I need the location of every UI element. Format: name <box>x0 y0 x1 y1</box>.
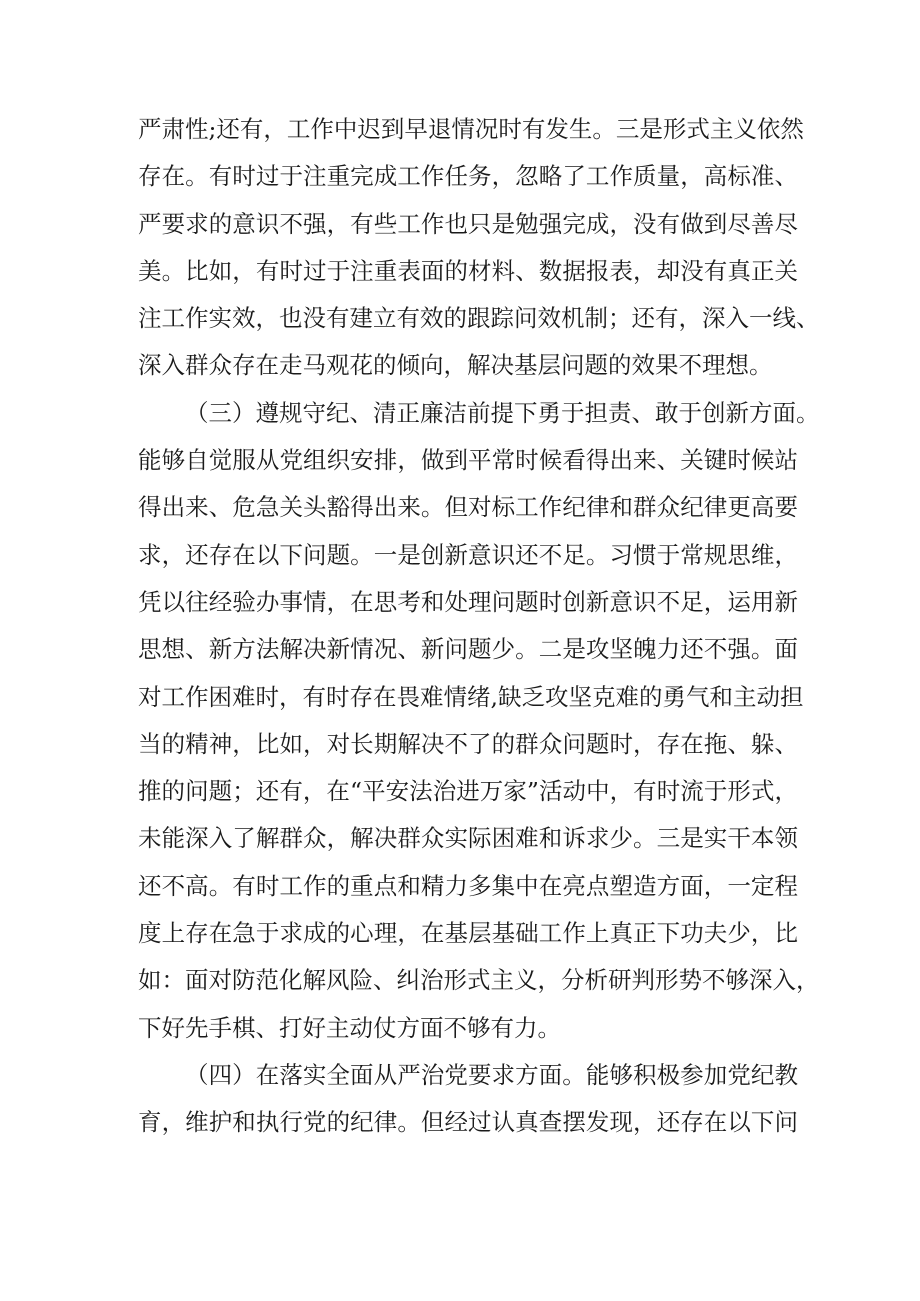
text-line: （三）遵规守纪、清正廉洁前提下勇于担责、敢于创新方面。 <box>185 398 820 427</box>
text-line: （四）在落实全面从严治党要求方面。能够积极参加党纪教 <box>185 1060 798 1089</box>
text-line: 得出来、危急关头豁得出来。但对标工作纪律和群众纪律更高要 <box>138 493 798 522</box>
text-line: 凭以往经验办事情，在思考和处理问题时创新意识不足，运用新 <box>138 587 798 616</box>
text-line: 下好先手棋、打好主动仗方面不够有力。 <box>138 1013 561 1042</box>
text-line: 还不高。有时工作的重点和精力多集中在亮点塑造方面，一定程 <box>138 871 798 900</box>
text-line: 深入群众存在走马观花的倾向，解决基层问题的效果不理想。 <box>138 351 773 380</box>
text-line: 思想、新方法解决新情况、新问题少。二是攻坚魄力还不强。面 <box>138 635 798 664</box>
text-line: 对工作困难时，有时存在畏难情绪,缺乏攻坚克难的勇气和主动担 <box>138 682 804 711</box>
text-line: 度上存在急于求成的心理，在基层基础工作上真正下功夫少，比 <box>138 919 798 948</box>
text-line: 育，维护和执行党的纪律。但经过认真查摆发现，还存在以下问 <box>138 1108 798 1137</box>
text-line: 未能深入了解群众，解决群众实际困难和诉求少。三是实干本领 <box>138 824 798 853</box>
text-line: 推的问题；还有，在“平安法治进万家”活动中，有时流于形式， <box>138 777 798 806</box>
text-line: 美。比如，有时过于注重表面的材料、数据报表，却没有真正关 <box>138 256 798 285</box>
text-line: 求，还存在以下问题。一是创新意识还不足。习惯于常规思维， <box>138 540 798 569</box>
text-line: 当的精神，比如，对长期解决不了的群众问题时，存在拖、躲、 <box>138 729 798 758</box>
text-line: 严肃性;还有，工作中迟到早退情况时有发生。三是形式主义依然 <box>138 115 804 143</box>
text-line: 能够自觉服从党组织安排，做到平常时候看得出来、关键时候站 <box>138 446 798 475</box>
document-body <box>138 106 820 1147</box>
text-line: 严要求的意识不强，有些工作也只是勉强完成，没有做到尽善尽 <box>138 209 798 238</box>
text-line: 注工作实效，也没有建立有效的跟踪问效机制；还有，深入一线、 <box>138 304 820 333</box>
text-line: 如：面对防范化解风险、纠治形式主义，分析研判形势不够深入， <box>138 966 820 995</box>
text-line: 存在。有时过于注重完成工作任务，忽略了工作质量，高标准、 <box>138 162 798 191</box>
